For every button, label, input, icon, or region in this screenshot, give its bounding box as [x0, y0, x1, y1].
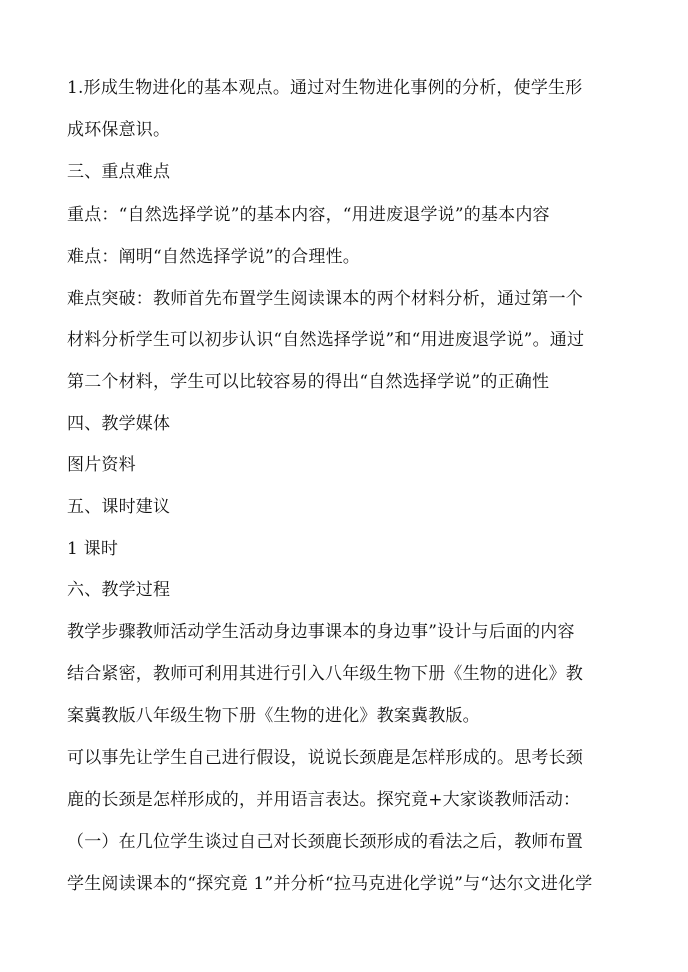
- section-heading: 六、教学过程: [67, 580, 171, 600]
- text-line: 案冀教版八年级生物下册《生物的进化》教案冀教版。: [67, 706, 480, 726]
- section-heading: 三、重点难点: [67, 162, 171, 182]
- text-line: 材料分析学生可以初步认识“自然选择学说”和“用进废退学说”。通过: [67, 330, 585, 350]
- text-line: 可以事先让学生自己进行假设，说说长颈鹿是怎样形成的。思考长颈: [67, 748, 583, 768]
- text-line: 难点突破：教师首先布置学生阅读课本的两个材料分析，通过第一个: [67, 289, 583, 309]
- text-line: 成环保意识。: [67, 120, 171, 140]
- text-line: （一）在几位学生谈过自己对长颈鹿长颈形成的看法之后，教师布置: [67, 832, 583, 852]
- text-line: 结合紧密，教师可利用其进行引入八年级生物下册《生物的进化》教: [67, 664, 583, 684]
- text-line: 学生阅读课本的“探究竟 1”并分析“拉马克进化学说”与“达尔文进化学: [67, 874, 593, 894]
- text-line: 图片资料: [67, 455, 136, 475]
- text-line: 难点：阐明“自然选择学说”的合理性。: [67, 247, 360, 267]
- text-line: 1.形成生物进化的基本观点。通过对生物进化事例的分析，使学生形: [67, 78, 583, 98]
- text-line: 第二个材料，学生可以比较容易的得出“自然选择学说”的正确性: [67, 372, 550, 392]
- section-heading: 四、教学媒体: [67, 414, 171, 434]
- text-line: 教学步骤教师活动学生活动身边事课本的身边事”设计与后面的内容: [67, 622, 575, 642]
- text-line: 1 课时: [67, 539, 119, 559]
- section-heading: 五、课时建议: [67, 497, 171, 517]
- text-line: 重点：“自然选择学说”的基本内容，“用进废退学说”的基本内容: [67, 205, 550, 225]
- text-line: 鹿的长颈是怎样形成的，并用语言表达。探究竟+大家谈教师活动：: [67, 790, 581, 810]
